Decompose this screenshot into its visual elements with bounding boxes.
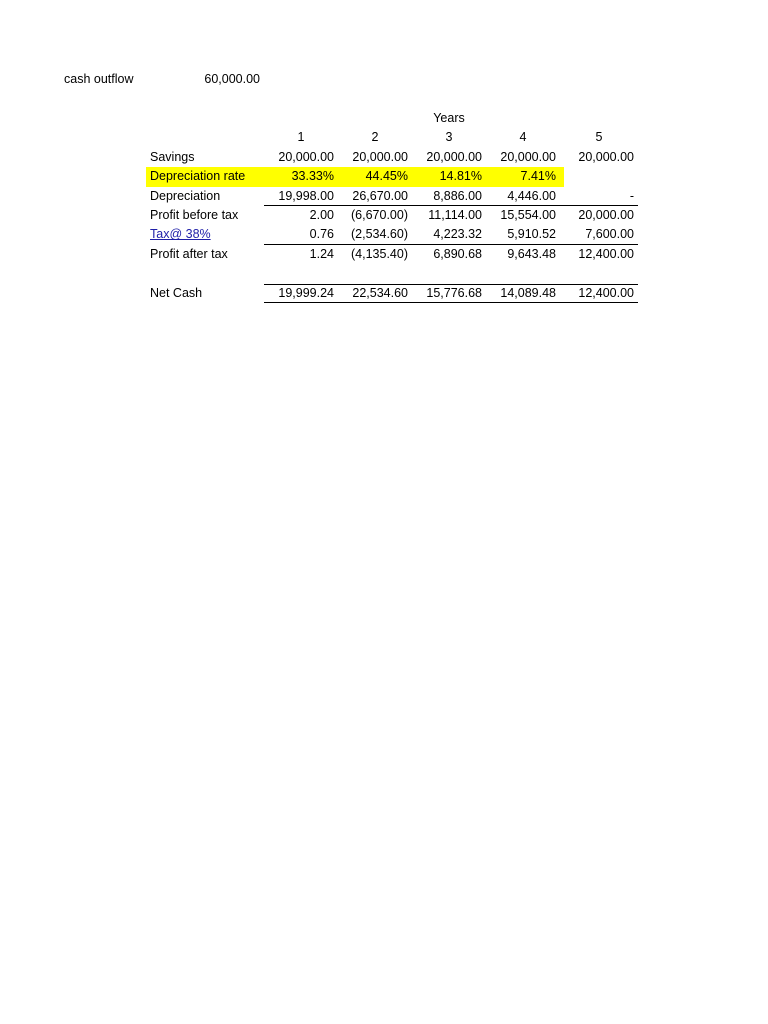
table-cell: 14.81% xyxy=(439,169,482,184)
table-cell: (4,135.40) xyxy=(351,246,408,261)
table-row-profit-after-tax xyxy=(146,245,638,264)
blank-row xyxy=(146,264,638,283)
year-number: 4 xyxy=(519,130,527,145)
table-cell: 20,000.00 xyxy=(278,149,334,164)
cash-outflow-label: cash outflow xyxy=(64,72,134,86)
table-cell: 44.45% xyxy=(365,169,408,184)
row-label: Net Cash xyxy=(150,285,203,300)
table-cell: 4,446.00 xyxy=(507,188,556,203)
table-row-depreciation-rate xyxy=(146,167,638,186)
years-header-row xyxy=(146,109,638,128)
row-label: Depreciation xyxy=(150,188,221,203)
table-cell: 20,000.00 xyxy=(500,149,556,164)
table-cell: 7.41% xyxy=(520,169,556,184)
table-cell: 14,089.48 xyxy=(500,285,556,300)
table-cell: 11,114.00 xyxy=(428,207,482,222)
row-label: Profit before tax xyxy=(150,207,239,222)
table-cell: 0.76 xyxy=(309,227,334,242)
table-cell: 12,400.00 xyxy=(578,285,634,300)
table-row-tax xyxy=(146,225,638,244)
table-cell: 7,600.00 xyxy=(585,227,634,242)
table-row-profit-before-tax xyxy=(146,206,638,225)
year-number: 3 xyxy=(445,130,453,145)
table-row-depreciation xyxy=(146,187,638,206)
table-cell: (6,670.00) xyxy=(351,207,408,222)
year-number: 2 xyxy=(371,130,379,145)
row-label: Depreciation rate xyxy=(150,169,246,184)
cash-flow-table xyxy=(146,109,638,303)
table-cell: 9,643.48 xyxy=(507,246,556,261)
table-cell: 20,000.00 xyxy=(578,149,634,164)
table-cell: 1.24 xyxy=(309,246,334,261)
row-label: Profit after tax xyxy=(150,246,228,261)
row-label: Savings xyxy=(150,149,195,164)
table-cell: 20,000.00 xyxy=(352,149,408,164)
table-cell: 2.00 xyxy=(309,207,334,222)
year-numbers-row xyxy=(146,128,638,147)
years-header: Years xyxy=(433,111,465,125)
table-cell: - xyxy=(629,188,634,203)
table-row-savings xyxy=(146,148,638,167)
cash-outflow-value: 60,000.00 xyxy=(204,72,260,86)
table-cell: 5,910.52 xyxy=(507,227,556,242)
table-cell: 19,998.00 xyxy=(278,188,334,203)
table-cell: 19,999.24 xyxy=(278,285,334,300)
row-label-cell xyxy=(146,225,264,244)
table-row-net-cash xyxy=(146,284,638,303)
row-underline xyxy=(264,302,638,303)
table-cell: 15,776.68 xyxy=(426,285,482,300)
table-cell: 4,223.32 xyxy=(433,227,482,242)
table-cell: 6,890.68 xyxy=(433,246,482,261)
table-cell: 20,000.00 xyxy=(578,207,634,222)
table-cell: 20,000.00 xyxy=(426,149,482,164)
table-cell: 8,886.00 xyxy=(433,188,482,203)
table-cell: 33.33% xyxy=(291,169,334,184)
year-number: 1 xyxy=(297,130,305,145)
year-number: 5 xyxy=(595,130,603,145)
table-cell: 22,534.60 xyxy=(352,285,408,300)
tax-rate-link[interactable]: Tax@ 38% xyxy=(150,227,211,242)
table-cell: (2,534.60) xyxy=(351,227,408,242)
table-cell: 12,400.00 xyxy=(578,246,634,261)
table-cell: 15,554.00 xyxy=(500,207,556,222)
table-cell: 26,670.00 xyxy=(352,188,408,203)
